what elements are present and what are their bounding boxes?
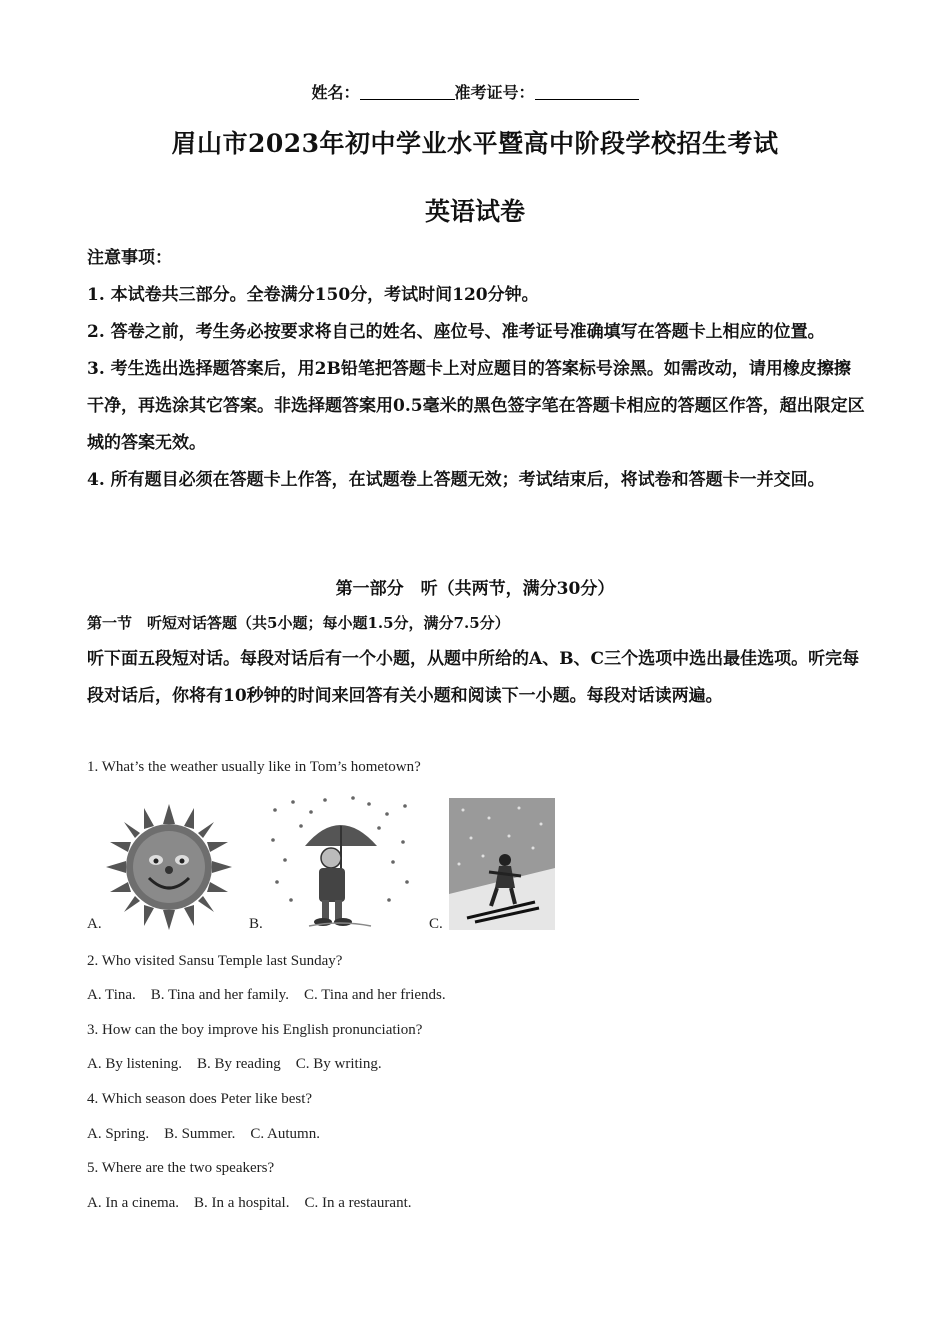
question-2-options: A. Tina. B. Tina and her family. C. Tina and her friends.	[87, 987, 446, 1003]
exam-number-label: 准考证号：	[454, 83, 535, 102]
question-5-options: A. In a cinema. B. In a hospital. C. In a restaurant.	[87, 1195, 412, 1211]
section1-title: 第一节 听短对话答题（共5小题；每小题1.5分，满分7.5分）	[87, 614, 510, 632]
note-item-2: 2. 答卷之前，考生务必按要求将自己的姓名、座位号、准考证号准确填写在答题卡上相应的位置。	[87, 322, 825, 342]
note-item-1: 1. 本试卷共三部分。全卷满分150分，考试时间120分钟。	[87, 285, 539, 305]
candidate-info-line	[0, 80, 950, 103]
note-item-3: 3. 考生选出选择题答案后，用2B铅笔把答题卡上对应题目的答案标号涂黑。如需改动，请用橡皮擦擦干净，再选涂其它答案。非选择题答案用0.5毫米的黑色签字笔在答题卡相应的答题区作答，超出限定区城的答案无效。	[87, 359, 865, 453]
exam-title: 眉山市2023年初中学业水平暨高中阶段学校招生考试	[171, 129, 779, 158]
question-1-option-a: A.	[87, 916, 102, 932]
name-blank	[360, 99, 455, 100]
question-1-option-b: B.	[249, 916, 263, 932]
name-label: 姓名：	[311, 83, 360, 102]
question-3-stem: 3. How can the boy improve his English pronunciation?	[87, 1022, 423, 1038]
question-1-option-c: C.	[429, 916, 443, 932]
exam-subtitle: 英语试卷	[424, 197, 525, 226]
question-4-options: A. Spring. B. Summer. C. Autumn.	[87, 1126, 320, 1142]
snow-skier-icon	[449, 798, 555, 930]
sun-icon	[104, 802, 234, 932]
question-1-stem: 1. What’s the weather usually like in Tom’s hometown?	[87, 759, 421, 775]
part1-title: 第一部分 听（共两节，满分30分）	[335, 579, 615, 599]
notes-heading: 注意事项：	[87, 248, 172, 268]
exam-number-blank	[535, 99, 639, 100]
note-item-4: 4. 所有题目必须在答题卡上作答，在试题卷上答题无效；考试结束后，将试卷和答题卡一并交回。	[87, 470, 825, 490]
rain-umbrella-icon	[265, 796, 415, 932]
question-3-options: A. By listening. B. By reading C. By writing.	[87, 1056, 382, 1072]
question-2-stem: 2. Who visited Sansu Temple last Sunday?	[87, 953, 343, 969]
question-4-stem: 4. Which season does Peter like best?	[87, 1091, 313, 1107]
question-5-stem: 5. Where are the two speakers?	[87, 1160, 275, 1176]
notes-block	[87, 240, 867, 499]
section1-instructions: 听下面五段短对话。每段对话后有一个小题，从题中所给的A、B、C三个选项中选出最佳选项。听完每段对话后，你将有10秒钟的时间来回答有关小题和阅读下一小题。每段对话读两遍。	[87, 649, 860, 706]
